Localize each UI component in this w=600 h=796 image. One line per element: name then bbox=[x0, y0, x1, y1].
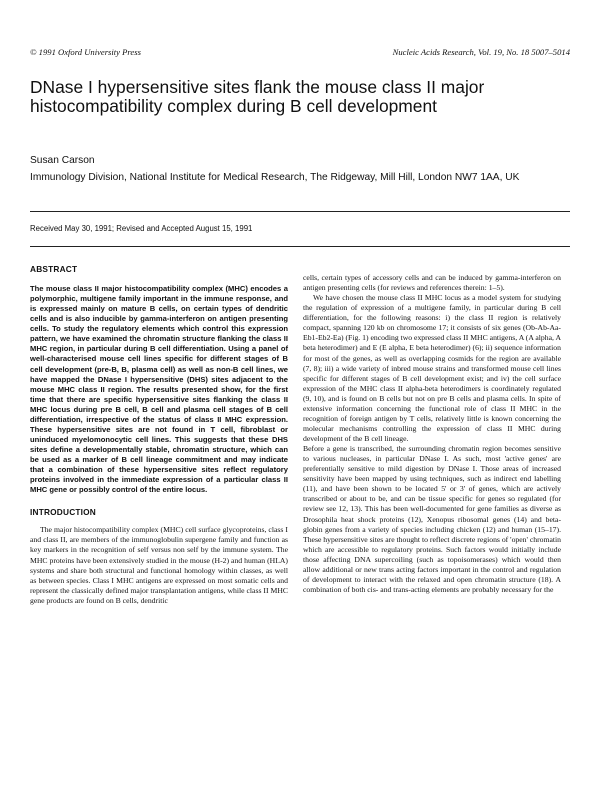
author-affiliation: Immunology Division, National Institute for Medical Research, The Ridgeway, Mill Hill, London NW7 1AA, UK bbox=[30, 172, 520, 183]
body-paragraph-3: Before a gene is transcribed, the surrounding chromatin region becomes sensitive to various nucleases, in particular DNase I. As such, most 'active genes' are preferentially sensitive to mild digestion by DNase I. Those areas of increased sensitivity have been mapped by using techniques, such as indirect end labelling (11), and have been shown to be located 5' or 3' of genes, which are actively transcribed or about to be, and can be tissue specific for genes so regulated (for review see 12, 13). This has been well-documented for gene families as diverse as Drosophila heat shock proteins (12), Xenopus ribosomal genes (14) and beta-globin genes from a variety of species including chicken (12) and human (15–17). These hypersensitive sites are thought to reflect discrete regions of 'open' chromatin which are accessible to regulatory proteins. Such factors would initially include those affecting DNA supercoiling (such as topoisomerases) which would then allow additional or new trans acting factors important in the control and regulation of development to interact with the relaxed and open chromatin structure (18). A combination of both cis- and trans-acting elements are probably necessary for the bbox=[303, 444, 561, 594]
abstract-heading: ABSTRACT bbox=[30, 264, 78, 274]
body-paragraph-2: We have chosen the mouse class II MHC locus as a model system for studying the regulation of expression of a multigene family, in particular during B cell differentiation, for the following reasons: i) the class II region is relatively compact, spanning 120 kb on chromosome 17; it consists of six genes (Ob-Ab-Aa-Eb1-Eb2-Ea) (Fig. 1) encoding two expressed class II MHC antigens, A (A alpha, A beta heterodimer) and E (E alpha, E beta heterodimer) (6); ii) sequence information for most of the genes, as well as overlapping cosmids for the region are available (7, 8); iii) a wide variety of inbred mouse strains and transformed mouse cell lines specific for different stages of B cell development exist; and iv) the cell surface expression of the MHC class II alpha-beta heterodimers is coordinately regulated (9, 10), and is found on B cells but not on pre B cells and plasma cells. In spite of extensive information concerning the functional role of class II MHC in the recognition of foreign antigen by T cells, relatively little is known concerning the molecular mechanisms controlling the expression of class II MHC during development of the B cell lineage. bbox=[303, 293, 561, 443]
received-dates: Received May 30, 1991; Revised and Accepted August 15, 1991 bbox=[30, 224, 253, 233]
article-title: DNase I hypersensitive sites flank the mouse class II major histocompatibility complex during B cell development bbox=[30, 77, 485, 116]
introduction-paragraph: The major histocompatibility complex (MHC) cell surface glycoproteins, class I and class II, are members of the immunoglobulin supergene family and function as key markers in the recognition of self versus non self by the immune system. The MHC proteins have been extensively studied in the mouse (H-2) and human (HLA) systems and share both structural and functional homology within classes, as well as between species. Class I MHC antigens are expressed on most somatic cells and represent the classically defined major transplantation antigens, while class II MHC gene products are found on B cells, dendritic bbox=[30, 525, 288, 605]
author-name: Susan Carson bbox=[30, 155, 95, 166]
journal-citation: Nucleic Acids Research, Vol. 19, No. 18 5007–5014 bbox=[392, 47, 570, 57]
left-column bbox=[30, 264, 288, 606]
body-paragraph-1: cells, certain types of accessory cells and can be induced by gamma-interferon on antigen presenting cells (for reviews and references therein: 1–5). bbox=[303, 273, 561, 293]
abstract-text: The mouse class II major histocompatibility complex (MHC) encodes a polymorphic, multigene family important in the immune response, and is expressed mainly on mature B cells, on certain types of dendritic cells and is also inducible by gamma-interferon on antigen presenting cells. To study the regulatory elements which control this expression pattern, we have examined the chromatin structure flanking the class II MHC region, in particular during B cell differentiation. Using a panel of well-characterised mouse cell lines specific for different stages of B cell development (pre-B, B, plasma cell) as well as non-B cell lines, we have mapped the DNase I hypersensitive (DHS) sites adjacent to the mouse MHC class II region. The results presented show, for the first time that there are specific hypersensitive sites flanking the class II MHC locus during pre B cell, B cell and plasma cell stages of B cell differentiation, irrespective of the status of class II MHC expression. These hypersensitive sites are not found in T cell, fibroblast or uninduced myelomonocytic cell lines. This suggests that these DHS sites define a developmentally stable, chromatin structure, which can be used as a marker of B cell lineage commitment and may indicate that a combination of these hypersensitive sites reflect regulatory proteins involved in the immediate expression of a particular class II MHC gene or possibly control of the entire locus. bbox=[30, 284, 288, 495]
copyright-line: © 1991 Oxford University Press bbox=[30, 47, 141, 57]
top-divider bbox=[30, 211, 570, 212]
introduction-heading: INTRODUCTION bbox=[30, 507, 97, 518]
bottom-divider bbox=[30, 246, 570, 247]
running-header bbox=[30, 47, 570, 61]
right-column bbox=[303, 273, 561, 595]
